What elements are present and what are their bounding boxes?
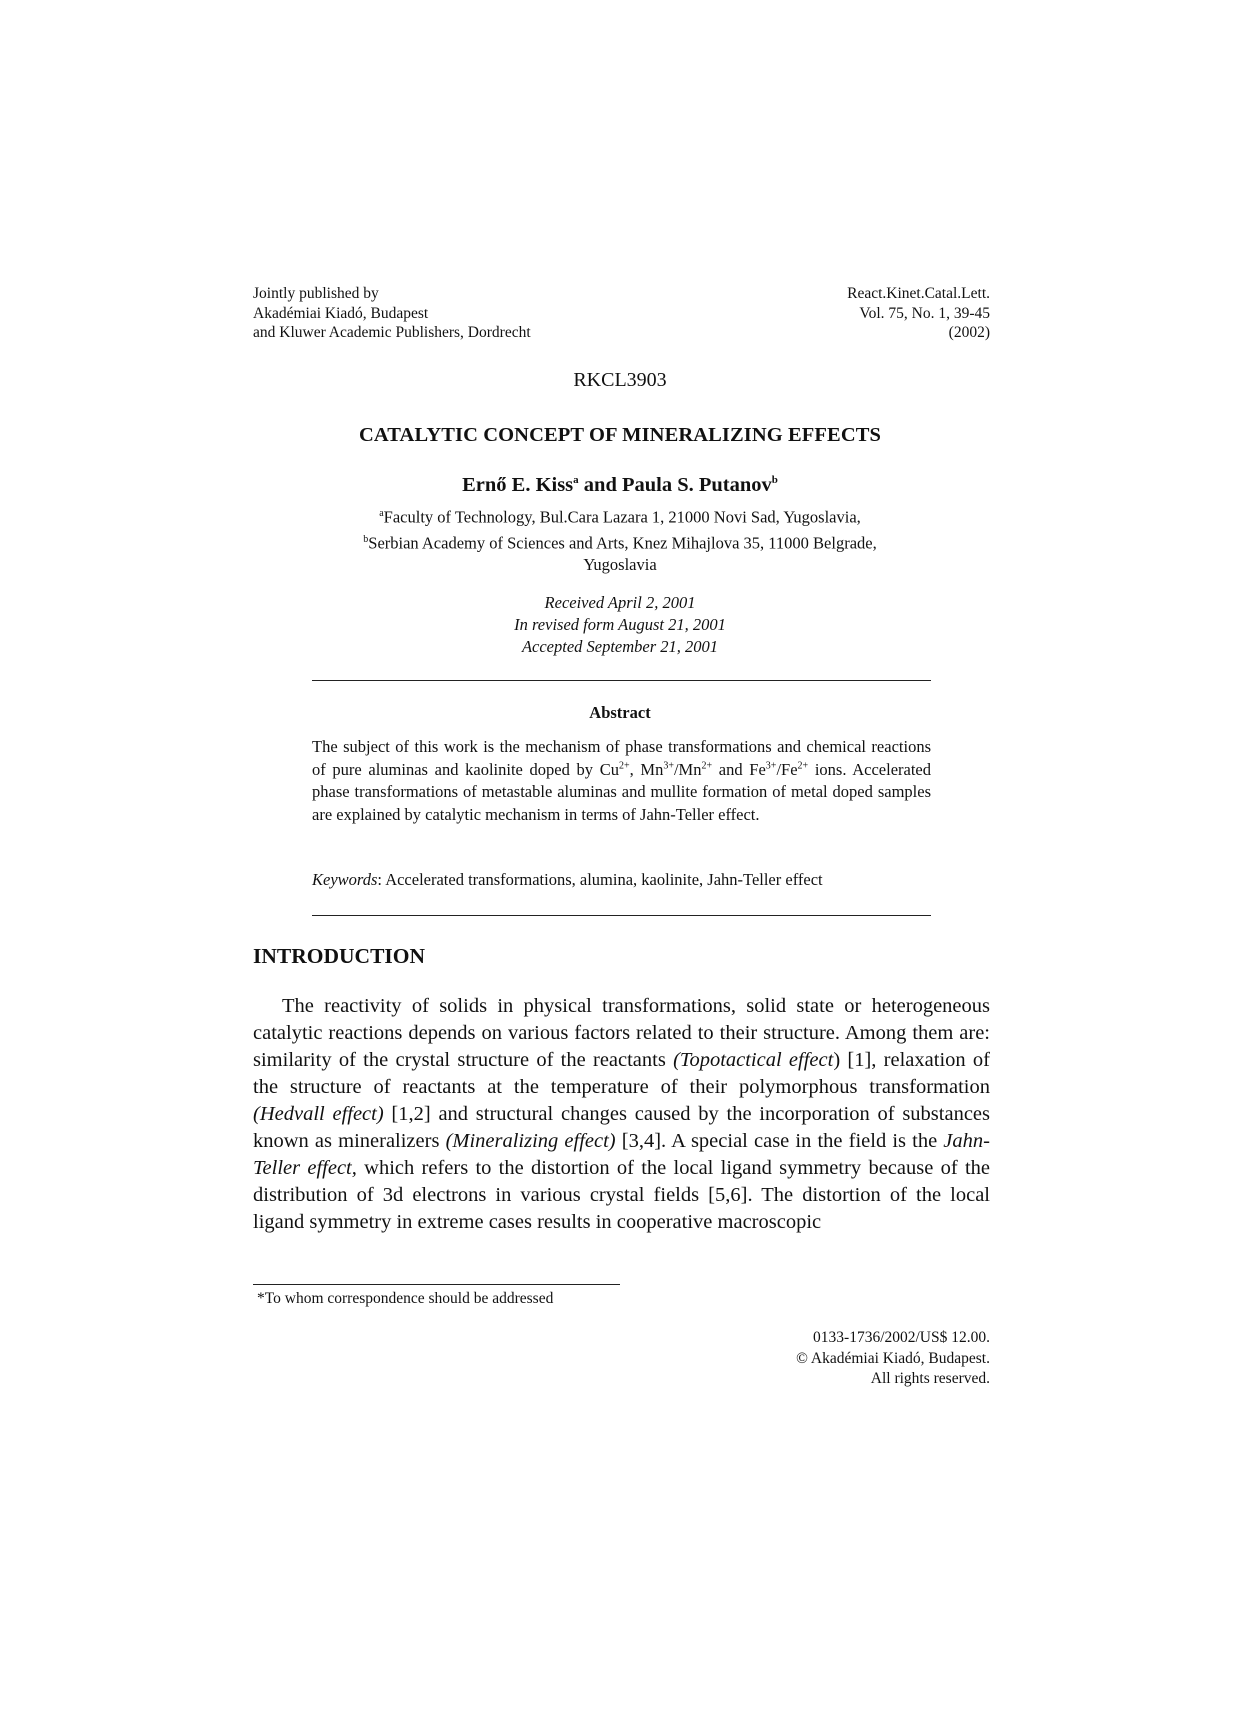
body-segment: ) [1], relaxation of the structure of reactants at the temperature of their polymorphous transformation — [253, 1049, 990, 1098]
journal-name: React.Kinet.Catal.Lett. — [847, 285, 990, 302]
introduction-paragraph — [253, 993, 990, 1236]
author-2: and Paula S. Putanov — [578, 474, 772, 496]
affiliation-b-text: Serbian Academy of Sciences and Arts, Knez Mihajlova 35, 11000 Belgrade, — [368, 533, 877, 552]
paper-title: CATALYTIC CONCEPT OF MINERALIZING EFFECTS — [359, 424, 881, 446]
affiliation-b-country: Yugoslavia — [583, 555, 657, 574]
abstract-segment: , Mn — [629, 759, 664, 779]
publisher-line: Akadémiai Kiadó, Budapest — [253, 304, 429, 322]
keywords — [312, 870, 931, 890]
abstract-segment: /Mn — [673, 759, 702, 779]
body-segment: which refers to the distortion of the local ligand symmetry because of the distribution of 3d electrons in various crystal fields [5,6]. The distortion of the local ligand symmetry in extreme cases results in cooperative macroscopic — [253, 1157, 990, 1233]
charge-superscript: 2+ — [797, 760, 809, 771]
abstract-segment: /Fe — [776, 759, 798, 779]
copyright-block — [700, 1328, 990, 1390]
body-emphasis: (Topotactical effect — [673, 1049, 834, 1071]
copyright-holder: © Akadémiai Kiadó, Budapest. — [796, 1349, 990, 1367]
correspondence-footnote: *To whom correspondence should be addressed — [257, 1290, 554, 1307]
affiliation-a — [0, 503, 1240, 529]
section-heading-introduction: INTRODUCTION — [253, 944, 426, 968]
charge-superscript: 3+ — [765, 760, 777, 771]
body-emphasis: (Mineralizing effect) — [445, 1130, 616, 1152]
submission-dates — [0, 592, 1240, 658]
author-1: Ernő E. Kiss — [462, 474, 574, 496]
journal-volume: Vol. 75, No. 1, 39-45 — [859, 304, 990, 322]
publisher-line: Jointly published by — [253, 285, 379, 302]
body-segment: [3,4]. A special case in the field is the — [615, 1130, 944, 1152]
abstract-text — [312, 736, 931, 826]
body-emphasis: Jahn-Teller effect, — [253, 1130, 990, 1179]
abstract-heading: Abstract — [589, 703, 651, 722]
abstract-segment: and Fe — [712, 759, 766, 779]
author-2-affil-mark: b — [771, 474, 778, 487]
affiliation-a-text: Faculty of Technology, Bul.Cara Lazara 1, 21000 Novi Sad, Yugoslavia, — [383, 507, 861, 527]
affiliation-a-mark: a — [379, 508, 384, 519]
affiliations — [0, 503, 1240, 576]
issn-price: 0133-1736/2002/US$ 12.00. — [813, 1329, 990, 1346]
footnote-divider — [253, 1284, 620, 1285]
keywords-text: : Accelerated transformations, alumina, kaolinite, Jahn-Teller effect — [377, 870, 823, 889]
abstract-bottom-divider — [312, 915, 931, 916]
charge-superscript: 2+ — [701, 760, 713, 771]
affiliation-b-mark: b — [363, 533, 369, 545]
accepted-date: Accepted September 21, 2001 — [521, 637, 719, 656]
charge-superscript: 3+ — [663, 760, 674, 771]
rights-reserved: All rights reserved. — [870, 1370, 990, 1387]
received-date: Received April 2, 2001 — [544, 593, 696, 612]
body-segment: The reactivity of solids in physical transformations, solid state or heterogeneous catalytic reactions depends on various factors related to their structure. Among them are: similarity of the crystal structure of the reactants — [253, 995, 990, 1071]
abstract-segment: The subject of this work is the mechanism of phase transformations and chemical reactions of pure aluminas and kaolinite doped by Cu — [312, 737, 931, 779]
body-segment: [1,2] and structural changes caused by the incorporation of substances known as mineralizers — [253, 1103, 990, 1152]
author-1-affil-mark: a — [573, 474, 579, 487]
journal-year: (2002) — [948, 324, 990, 341]
body-emphasis: (Hedvall effect) — [253, 1103, 384, 1125]
journal-info — [700, 284, 990, 343]
keywords-label: Keywords — [312, 870, 378, 889]
affiliation-b — [0, 529, 1240, 555]
revised-date: In revised form August 21, 2001 — [514, 615, 726, 634]
charge-superscript: 2+ — [618, 760, 630, 771]
article-code: RKCL3903 — [573, 369, 667, 391]
abstract-segment: ions. Accelerated phase transformations of metastable aluminas and mullite formation of metal doped samples are explained by catalytic mechanism in terms of Jahn-Teller effect. — [312, 759, 932, 824]
authors — [0, 474, 1240, 497]
abstract-top-divider — [312, 680, 931, 681]
publisher-line: and Kluwer Academic Publishers, Dordrecht — [253, 324, 531, 341]
publisher-info — [253, 284, 531, 343]
